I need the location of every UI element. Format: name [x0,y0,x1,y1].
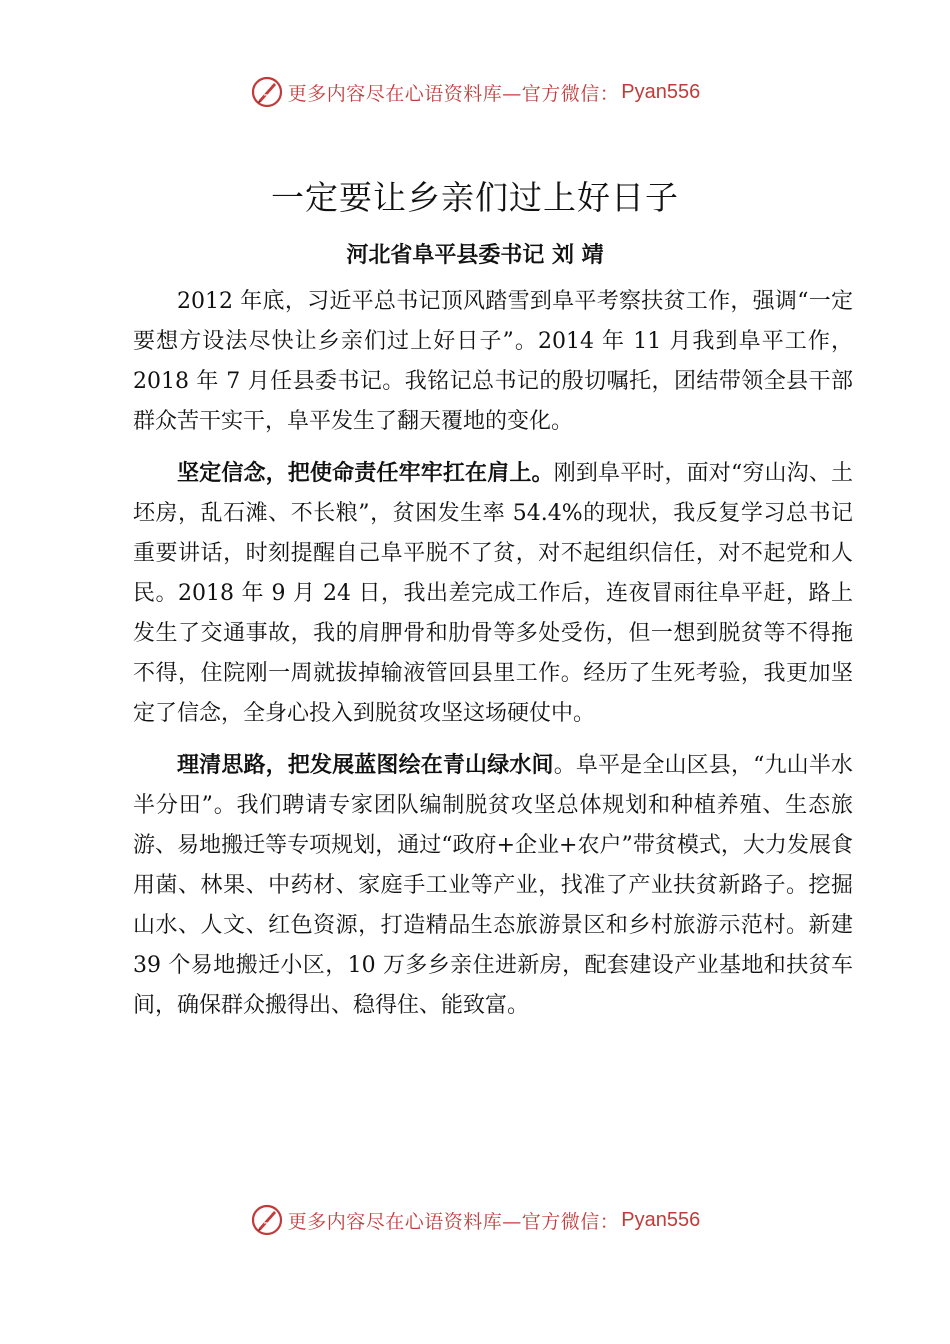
quill-logo-icon [250,1203,284,1237]
header-watermark [0,74,950,110]
paragraph-text: 。阜平是全山区县，“九山半水半分田”。我们聘请专家团队编制脱贫攻坚总体规划和种植养殖、生态旅游、易地搬迁等专项规划，通过“政府+企业+农户”带贫模式，大力发展食用菌、林果、中药材、家庭手工业等产业，找准了产业扶贫新路子。挖掘山水、人文、红色资源，打造精品生态旅游景区和乡村旅游示范村。新建 39 个易地搬迁小区，10 万多乡亲住进新房，配套建设产业基地和扶贫车间，确保群众搬得出、稳得住、能致富。 [133,753,853,1018]
paragraph-belief [133,454,853,734]
watermark-wechat-id: Pyan556 [621,1208,701,1231]
article-author: 河北省阜平县委书记 刘 靖 [346,243,604,268]
paragraph-blueprint [133,746,853,1026]
paragraph-intro [133,282,853,442]
paragraph-text: 刚到阜平时，面对“穷山沟、土坯房，乱石滩、不长粮”，贫困发生率 54.4%的现状，我反复学习总书记重要讲话，时刻提醒自己阜平脱不了贫，对不起组织信任，对不起党和人民。2018 年 9 月 24 日，我出差完成工作后，连夜冒雨往阜平赶，路上发生了交通事故，我的肩胛骨和肋骨等多处受伤，但一想到脱贫等不得拖不得，住院刚一周就拔掉输液管回县里工作。经历了生死考验，我更加坚定了信念，全身心投入到脱贫攻坚这场硬仗中。 [133,461,853,726]
quill-logo-icon [250,75,284,109]
watermark-text: 更多内容尽在心语资料库—官方微信： [287,82,620,105]
paragraph-lead: 理清思路，把发展蓝图绘在青山绿水间 [177,753,554,778]
watermark-text: 更多内容尽在心语资料库—官方微信： [287,1210,620,1233]
watermark-wechat-id: Pyan556 [621,80,701,103]
paragraph-text: 2012 年底，习近平总书记顶风踏雪到阜平考察扶贫工作，强调“一定要想方设法尽快让乡亲们过上好日子”。2014 年 11 月我到阜平工作，2018 年 7 月任县委书记。我铭记总书记的殷切嘱托，团结带领全县干部群众苦干实干，阜平发生了翻天覆地的变化。 [133,289,853,434]
paragraph-lead: 坚定信念，把使命责任牢牢扛在肩上。 [177,461,554,486]
article-title: 一定要让乡亲们过上好日子 [271,178,679,217]
article-body [133,282,853,1038]
footer-watermark [0,1202,950,1238]
